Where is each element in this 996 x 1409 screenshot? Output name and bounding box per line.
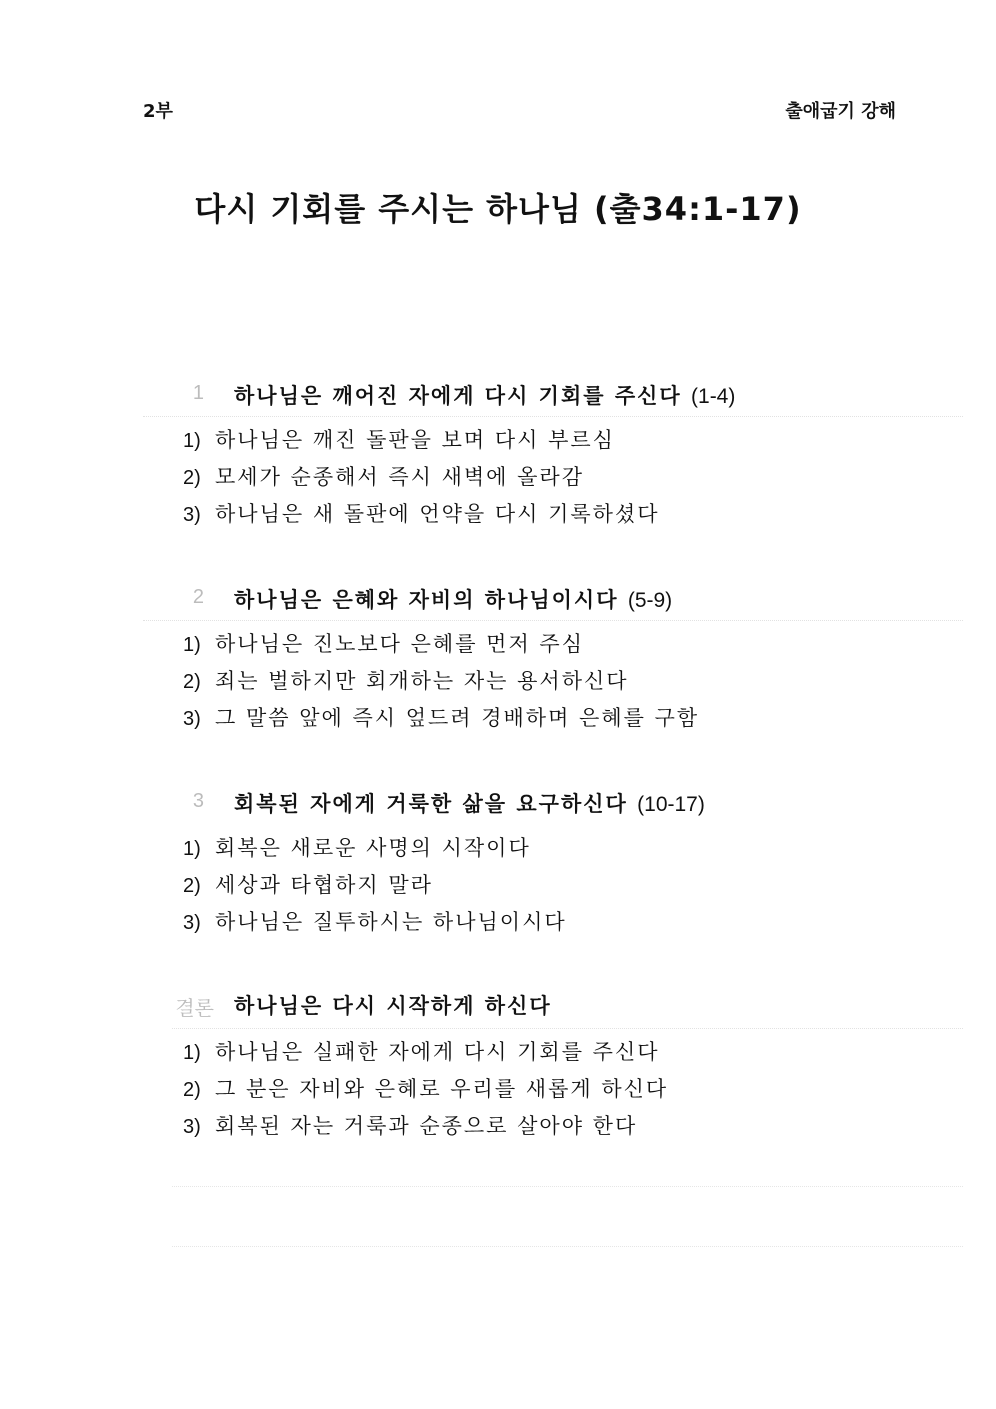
section-title xyxy=(234,380,735,410)
section-number: 3 xyxy=(192,790,204,812)
item-text: 하나님은 깨진 돌판을 보며 다시 부르심 xyxy=(215,428,615,452)
series-label: 출애굽기 강해 xyxy=(785,101,896,122)
item-number: 1) xyxy=(183,634,201,656)
item-number: 2) xyxy=(183,467,201,489)
item-text: 하나님은 새 돌판에 언약을 다시 기록하셨다 xyxy=(215,502,660,526)
list-item xyxy=(183,461,660,498)
section-2 xyxy=(0,584,996,730)
list-item xyxy=(183,1036,668,1073)
section-title-text: 하나님은 은혜와 자비의 하나님이시다 xyxy=(234,588,619,612)
section-title-text: 회복된 자에게 거룩한 삶을 요구하신다 xyxy=(234,792,628,816)
list-item xyxy=(183,628,699,665)
item-number: 3) xyxy=(183,708,201,730)
page-title: 다시 기회를 주시는 하나님 (출34:1-17) xyxy=(194,190,802,228)
list-item xyxy=(183,498,660,535)
item-text: 회복된 자는 거룩과 순종으로 살아야 한다 xyxy=(215,1114,638,1138)
list-item xyxy=(183,665,699,702)
section-title xyxy=(234,788,705,818)
item-text: 하나님은 진노보다 은혜를 먼저 주심 xyxy=(215,632,584,656)
list-item xyxy=(183,702,699,739)
item-number: 3) xyxy=(183,912,201,934)
divider xyxy=(172,1186,963,1187)
section-conclusion xyxy=(0,990,996,1138)
list-item xyxy=(183,424,660,461)
part-label: 2부 xyxy=(143,101,173,122)
section-title-text: 하나님은 깨어진 자에게 다시 기회를 주신다 xyxy=(234,384,682,408)
item-text: 모세가 순종해서 즉시 새벽에 올라감 xyxy=(215,465,584,489)
section-items xyxy=(183,1036,668,1147)
list-item xyxy=(183,832,567,869)
section-title xyxy=(234,990,552,1020)
divider xyxy=(143,620,963,621)
section-1 xyxy=(0,380,996,526)
section-reference: (1-4) xyxy=(691,385,736,408)
item-number: 3) xyxy=(183,1116,201,1138)
section-items xyxy=(183,832,567,943)
section-number: 2 xyxy=(192,586,204,608)
list-item xyxy=(183,869,567,906)
item-text: 회복은 새로운 사명의 시작이다 xyxy=(215,836,531,860)
section-title xyxy=(234,584,672,614)
section-reference: (5-9) xyxy=(627,589,673,612)
item-text: 세상과 타협하지 말라 xyxy=(215,873,433,897)
list-item xyxy=(183,1110,668,1147)
section-number: 결론 xyxy=(175,998,214,1020)
section-number: 1 xyxy=(192,382,204,404)
item-text: 그 분은 자비와 은혜로 우리를 새롭게 하신다 xyxy=(215,1077,669,1101)
divider xyxy=(143,416,963,417)
section-heading xyxy=(0,990,996,1030)
item-text: 하나님은 실패한 자에게 다시 기회를 주신다 xyxy=(215,1040,660,1064)
divider xyxy=(172,1246,963,1247)
section-heading xyxy=(0,584,996,624)
list-item xyxy=(183,906,567,943)
section-title-text: 하나님은 다시 시작하게 하신다 xyxy=(234,994,552,1018)
item-number: 1) xyxy=(183,430,201,452)
divider xyxy=(172,1028,963,1029)
item-text: 죄는 벌하지만 회개하는 자는 용서하신다 xyxy=(215,669,629,693)
item-number: 3) xyxy=(183,504,201,526)
list-item xyxy=(183,1073,668,1110)
item-number: 2) xyxy=(183,1079,201,1101)
item-number: 1) xyxy=(183,838,201,860)
section-items xyxy=(183,628,699,739)
section-items xyxy=(183,424,660,535)
item-text: 하나님은 질투하시는 하나님이시다 xyxy=(215,910,567,934)
section-heading xyxy=(0,788,996,828)
item-number: 2) xyxy=(183,875,201,897)
item-text: 그 말씀 앞에 즉시 엎드려 경배하며 은혜를 구함 xyxy=(215,706,700,730)
item-number: 1) xyxy=(183,1042,201,1064)
section-3 xyxy=(0,788,996,934)
section-heading xyxy=(0,380,996,420)
item-number: 2) xyxy=(183,671,201,693)
section-reference: (10-17) xyxy=(637,793,705,816)
